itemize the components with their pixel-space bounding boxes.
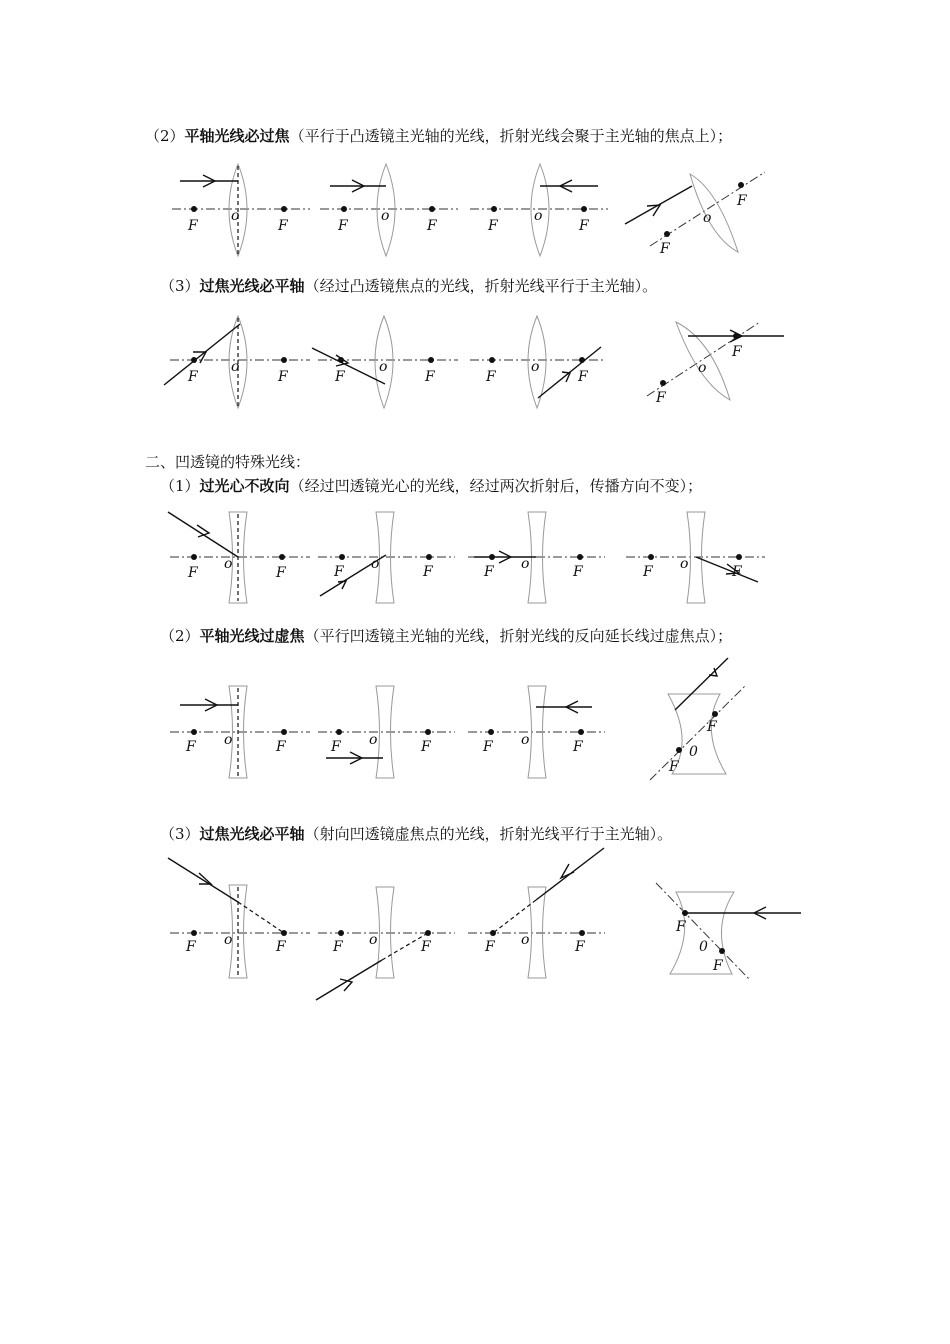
svg-text:0: 0 [699, 939, 708, 955]
svg-text:F: F [421, 739, 431, 755]
concave-diagram-12 [656, 883, 801, 980]
heading-concave-focus: （3）过焦光线必平轴（射向凹透镜虚焦点的光线，折射光线平行于主光轴）。 [160, 825, 673, 843]
concave-diagram-6 [318, 686, 455, 778]
svg-text:F: F [333, 939, 343, 955]
svg-text:o: o [534, 208, 543, 224]
convex-diagram-8 [647, 322, 784, 406]
svg-text:F: F [338, 218, 348, 234]
svg-text:F: F [421, 939, 431, 955]
svg-text:F: F [427, 218, 437, 234]
figure-row-concave-center [0, 500, 950, 610]
heading-convex-parallel: （2）平轴光线必过焦（平行于凸透镜主光轴的光线，折射光线会聚于主光轴的焦点上）； [145, 127, 733, 145]
convex-diagram-2 [320, 164, 458, 256]
heading-concave-parallel: （2）平轴光线过虚焦（平行凹透镜主光轴的光线，折射光线的反向延长线过虚焦点）； [160, 627, 733, 645]
svg-text:F: F [186, 939, 196, 955]
svg-text:F: F [737, 193, 747, 209]
svg-text:o: o [369, 732, 378, 748]
svg-text:F: F [188, 218, 198, 234]
svg-text:o: o [231, 359, 240, 375]
convex-diagram-4 [625, 172, 765, 257]
svg-text:F: F [575, 939, 585, 955]
svg-text:F: F [676, 919, 686, 935]
concave-diagram-11 [468, 848, 605, 978]
svg-text:o: o [379, 359, 388, 375]
convex-diagram-7 [470, 316, 605, 408]
figure-row-concave-parallel [0, 650, 950, 790]
heading-concave-center: （1）过光心不改向（经过凹透镜光心的光线，经过两次折射后，传播方向不变）； [160, 477, 703, 495]
svg-text:o: o [531, 359, 540, 375]
svg-text:F: F [483, 739, 493, 755]
svg-text:o: o [369, 932, 378, 948]
concave-diagram-3 [468, 512, 605, 603]
svg-text:F: F [335, 369, 345, 385]
figure-row-convex-parallel [0, 150, 950, 270]
svg-text:F: F [278, 218, 288, 234]
convex-diagram-6 [312, 316, 458, 408]
svg-text:F: F [732, 344, 742, 360]
svg-text:0: 0 [689, 744, 698, 760]
concave-diagram-1 [168, 512, 310, 603]
svg-text:F: F [578, 369, 588, 385]
svg-text:F: F [188, 565, 198, 581]
svg-text:o: o [521, 556, 530, 572]
svg-text:o: o [680, 556, 689, 572]
convex-diagram-3 [470, 164, 608, 256]
svg-text:F: F [486, 369, 496, 385]
svg-text:F: F [425, 369, 435, 385]
svg-text:F: F [707, 719, 717, 735]
svg-text:o: o [521, 932, 530, 948]
svg-text:F: F [488, 218, 498, 234]
svg-text:F: F [579, 218, 589, 234]
concave-diagram-8 [650, 658, 745, 780]
svg-text:o: o [224, 556, 233, 572]
svg-text:F: F [423, 564, 433, 580]
svg-text:F: F [573, 564, 583, 580]
svg-text:F: F [188, 369, 198, 385]
svg-text:o: o [231, 208, 240, 224]
concave-diagram-4 [626, 512, 765, 603]
svg-text:o: o [698, 360, 707, 376]
concave-diagram-7 [468, 686, 605, 778]
concave-diagram-5 [170, 686, 310, 778]
svg-text:o: o [703, 210, 712, 226]
svg-text:F: F [643, 564, 653, 580]
svg-text:o: o [224, 732, 233, 748]
svg-text:F: F [660, 241, 670, 257]
concave-diagram-2 [318, 512, 455, 603]
svg-text:F: F [484, 564, 494, 580]
svg-text:o: o [224, 932, 233, 948]
svg-text:F: F [278, 369, 288, 385]
figure-row-convex-focus [0, 300, 950, 420]
svg-text:F: F [276, 939, 286, 955]
svg-text:F: F [485, 939, 495, 955]
svg-text:o: o [381, 208, 390, 224]
concave-diagram-10 [316, 887, 455, 1000]
convex-diagram-5 [164, 316, 310, 408]
svg-text:F: F [331, 739, 341, 755]
svg-text:F: F [276, 565, 286, 581]
svg-text:o: o [521, 732, 530, 748]
svg-text:F: F [656, 390, 666, 406]
convex-diagram-1 [172, 164, 310, 256]
figure-row-concave-focus [0, 840, 950, 1010]
concave-diagram-9 [168, 858, 310, 978]
svg-text:o: o [371, 556, 380, 572]
svg-text:F: F [713, 958, 723, 974]
svg-text:F: F [334, 564, 344, 580]
svg-text:F: F [669, 759, 679, 775]
heading-concave-title: 二、凹透镜的特殊光线： [145, 453, 311, 471]
heading-convex-focus: （3）过焦光线必平轴（经过凸透镜焦点的光线，折射光线平行于主光轴）。 [160, 277, 658, 295]
svg-text:F: F [573, 739, 583, 755]
svg-text:F: F [276, 739, 286, 755]
svg-text:F: F [186, 739, 196, 755]
svg-text:F: F [732, 564, 742, 580]
